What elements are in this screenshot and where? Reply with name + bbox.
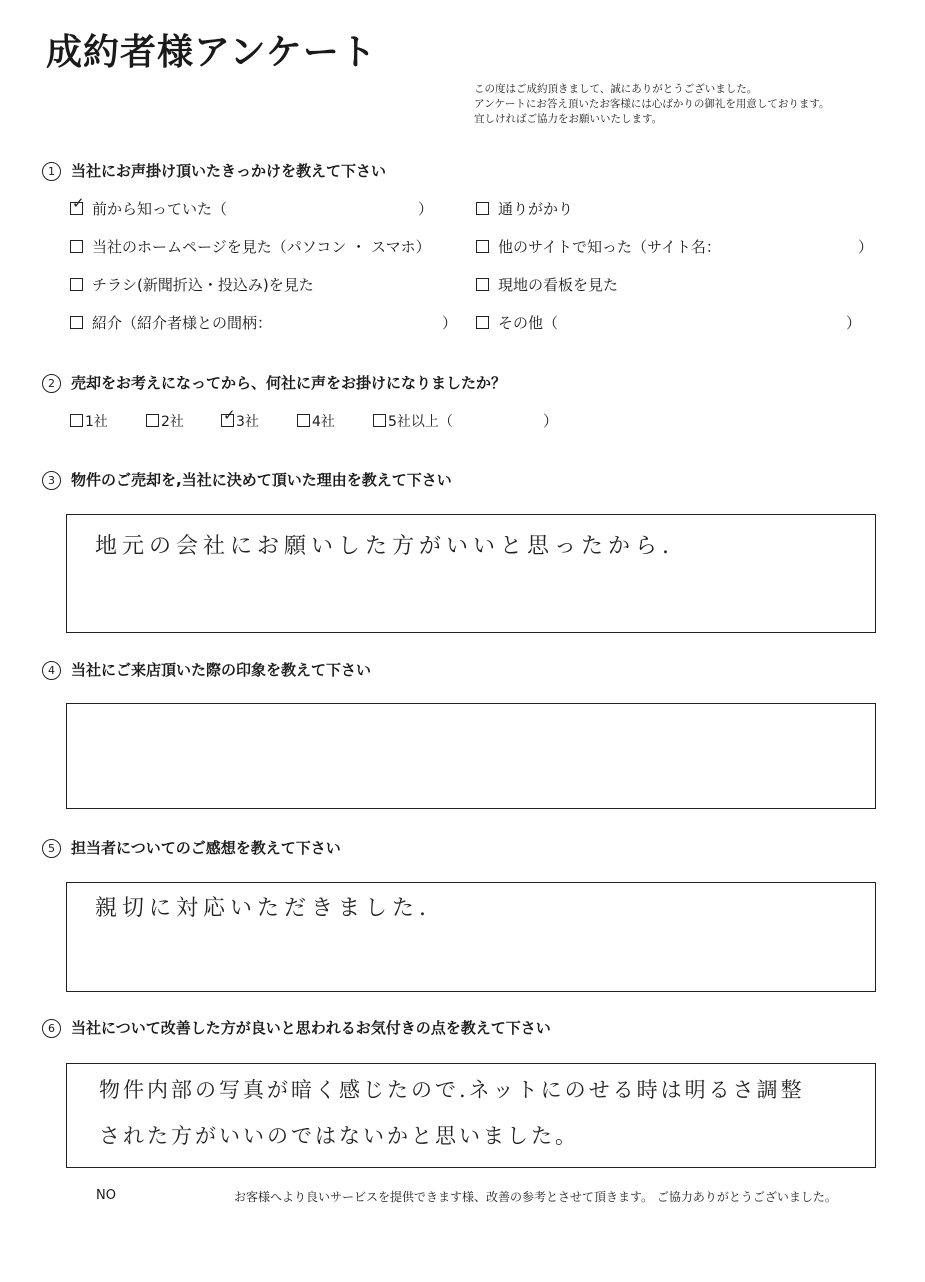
question-text: 当社にご来店頂いた際の印象を教えて下さい xyxy=(71,661,372,679)
paren-close: ） xyxy=(442,314,458,332)
question-number: 3 xyxy=(42,471,61,490)
option-label: 当社のホームページを見た（パソコン ・ スマホ） xyxy=(92,238,431,256)
option-label: チラシ(新聞折込・投込み)を見た xyxy=(92,276,314,294)
number-label: NO xyxy=(96,1188,116,1203)
option-label: その他（ xyxy=(498,314,559,332)
checkbox[interactable] xyxy=(476,202,489,215)
question-4-heading xyxy=(42,659,371,680)
q5-answer-box[interactable] xyxy=(66,882,876,992)
checkbox[interactable] xyxy=(70,194,85,215)
paren-close: ） xyxy=(543,412,559,430)
option-label: 3社 xyxy=(236,414,259,430)
q1-option-homepage[interactable] xyxy=(70,236,431,257)
q1-option-known-before[interactable] xyxy=(70,194,228,219)
checkbox[interactable] xyxy=(146,414,159,427)
handwritten-answer-line: された方がいいのではないかと思いました。 xyxy=(99,1124,579,1148)
option-label: 4社 xyxy=(312,414,335,430)
checkbox[interactable] xyxy=(70,414,83,427)
checkbox[interactable] xyxy=(70,240,83,253)
question-number: 6 xyxy=(42,1019,61,1038)
question-3-heading xyxy=(42,469,452,490)
checkbox[interactable] xyxy=(373,414,386,427)
check-mark-icon: ✓ xyxy=(223,406,236,424)
q1-option-flyer[interactable] xyxy=(70,274,314,295)
q2-option-1[interactable] xyxy=(70,411,108,431)
option-label: 2社 xyxy=(161,414,184,430)
q1-option-other[interactable] xyxy=(476,312,558,333)
question-text: 物件のご売却を,当社に決めて頂いた理由を教えて下さい xyxy=(71,471,452,489)
question-number: 5 xyxy=(42,839,61,858)
option-label: 現地の看板を見た xyxy=(498,276,619,294)
q1-option-referral[interactable] xyxy=(70,312,272,333)
option-label: 5社以上（ xyxy=(388,414,453,430)
handwritten-answer: 親切に対応いただきました. xyxy=(95,896,431,921)
option-label: 前から知っていた（ xyxy=(92,200,228,218)
check-mark-icon: ✓ xyxy=(72,194,85,212)
question-5-heading xyxy=(42,837,341,858)
question-2-heading xyxy=(42,372,506,393)
option-label: 紹介（紹介者様との間柄： xyxy=(92,314,273,332)
q2-option-5-plus[interactable] xyxy=(373,411,453,431)
paren-close: ） xyxy=(858,238,874,256)
question-number: 2 xyxy=(42,374,61,393)
q2-option-3[interactable] xyxy=(221,406,259,431)
intro-line: 宜しければご協力をお願いいたします。 xyxy=(474,113,663,125)
checkbox[interactable] xyxy=(476,240,489,253)
q2-option-4[interactable] xyxy=(297,411,335,431)
option-label: 1社 xyxy=(85,414,108,430)
checkbox[interactable] xyxy=(70,278,83,291)
q1-option-signboard[interactable] xyxy=(476,274,618,295)
intro-line: この度はご成約頂きまして、誠にありがとうございました。 xyxy=(474,83,758,95)
checkbox[interactable] xyxy=(70,316,83,329)
page-title: 成約者様アンケート xyxy=(46,32,377,73)
handwritten-answer-line: 物件内部の写真が暗く感じたので.ネットにのせる時は明るさ調整 xyxy=(99,1078,805,1102)
checkbox[interactable] xyxy=(476,316,489,329)
paren-close: ） xyxy=(846,314,862,332)
q1-option-other-site[interactable] xyxy=(476,236,721,257)
q3-answer-box[interactable] xyxy=(66,514,876,633)
option-label: 通りがかり xyxy=(498,200,574,218)
q2-option-2[interactable] xyxy=(146,411,184,431)
question-1-heading xyxy=(42,160,386,181)
paren-close: ） xyxy=(418,200,434,218)
checkbox[interactable] xyxy=(476,278,489,291)
question-6-heading xyxy=(42,1017,551,1038)
question-text: 売却をお考えになってから、何社に声をお掛けになりましたか？ xyxy=(71,374,507,392)
footer-thanks: お客様へより良いサービスを提供できます様、改善の参考とさせて頂きます。 ご協力ありがとうございました。 xyxy=(234,1190,837,1204)
checkbox[interactable] xyxy=(221,406,236,427)
q6-answer-box[interactable] xyxy=(66,1063,876,1168)
q4-answer-box[interactable] xyxy=(66,703,876,809)
handwritten-answer: 地元の会社にお願いした方がいいと思ったから. xyxy=(95,534,674,559)
question-text: 担当者についてのご感想を教えて下さい xyxy=(71,839,341,857)
q1-option-passing-by[interactable] xyxy=(476,198,573,219)
intro-line: アンケートにお答え頂いたお客様には心ばかりの御礼を用意しております。 xyxy=(474,98,830,110)
question-text: 当社にお声掛け頂いたきっかけを教えて下さい xyxy=(71,162,387,180)
checkbox[interactable] xyxy=(297,414,310,427)
option-label: 他のサイトで知った（サイト名： xyxy=(498,238,721,256)
question-number: 1 xyxy=(42,162,61,181)
question-number: 4 xyxy=(42,661,61,680)
question-text: 当社について改善した方が良いと思われるお気付きの点を教えて下さい xyxy=(71,1019,551,1037)
